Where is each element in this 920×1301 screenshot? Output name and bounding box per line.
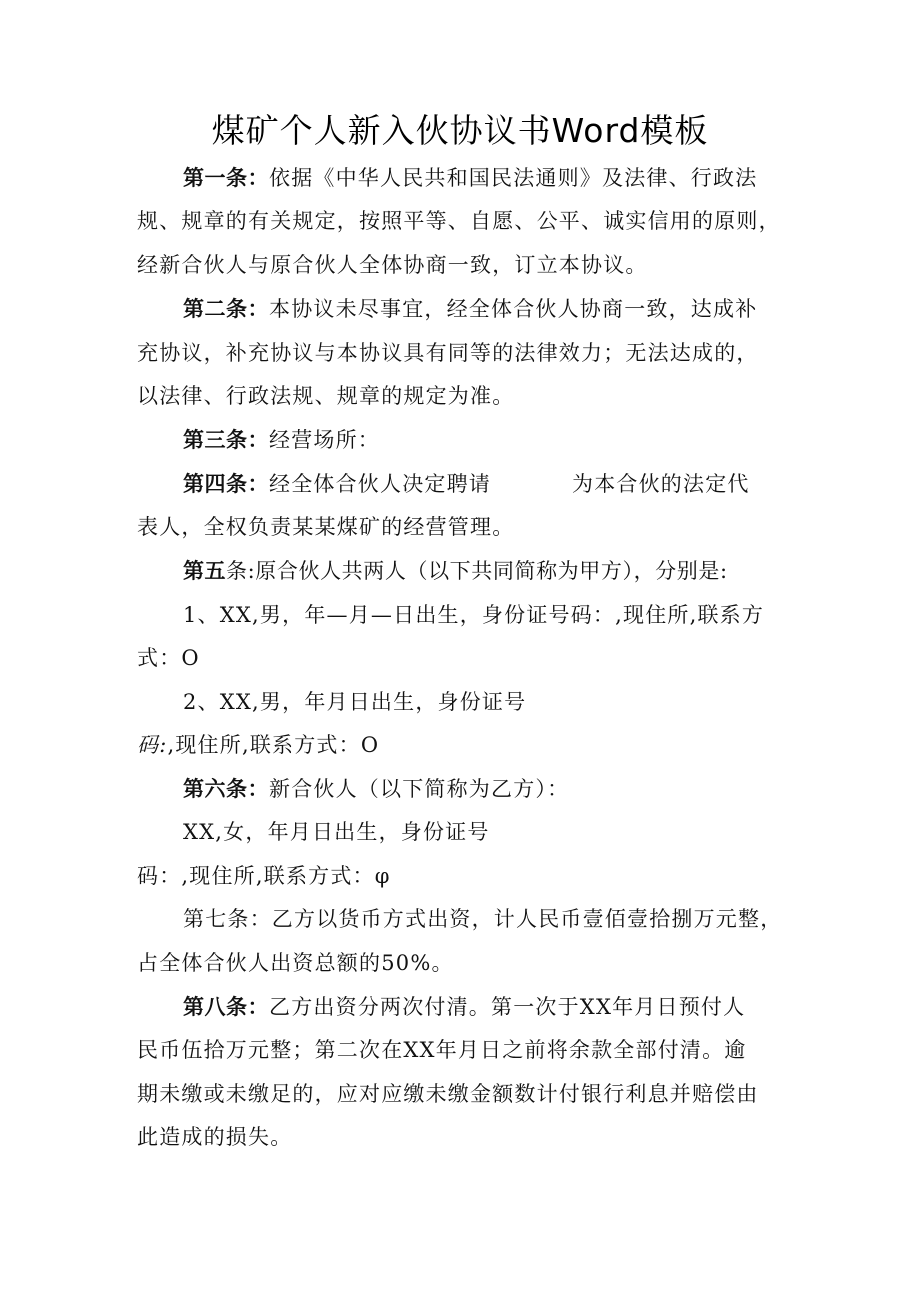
article-3-heading: 第三条： <box>183 428 269 452</box>
article-2-line-2: 充协议，补充协议与本协议具有同等的法律效力；无法达成的， <box>137 341 759 365</box>
article-4-line-2: 表人，全权负责某某煤矿的经营管理。 <box>137 515 515 539</box>
article-5-partner-1-line-2: 式：O <box>137 646 200 670</box>
document-title: 煤矿个人新入伙协议书Word模板 <box>211 111 709 150</box>
article-5-heading: 第五 <box>183 559 226 583</box>
article-5-partner-2-code-label: 码: <box>137 733 168 757</box>
article-8-line-2: 民币伍拾万元整；第二次在XX年月日之前将余款全部付清。逾 <box>137 1038 747 1062</box>
article-8-line-4: 此造成的损失。 <box>137 1125 293 1149</box>
article-8-heading: 第八条： <box>183 995 269 1019</box>
article-1-text-1: 依据《中华人民共和国民法通则》及法律、行政法 <box>269 166 758 190</box>
article-6-text-1: 新合伙人（以下简称为乙方）： <box>269 777 570 801</box>
article-2-heading: 第二条： <box>183 297 269 321</box>
article-1-line-3: 经新合伙人与原合伙人全体协商一致，订立本协议。 <box>137 253 648 277</box>
article-8-line-3: 期未缴或未缴足的，应对应缴未缴金额数计付银行利息并赔偿由 <box>137 1082 759 1106</box>
article-5-partner-2-line-2 <box>137 730 379 760</box>
article-2-text-1: 本协议未尽事宜，经全体合伙人协商一致，达成补 <box>269 297 758 321</box>
article-5-partner-2-line-1: 2、XX,男，年月日出生，身份证号 <box>183 690 527 714</box>
article-7-line-2: 占全体合伙人出资总额的50%。 <box>137 951 454 975</box>
article-5-line-1 <box>183 556 728 586</box>
article-4-line-1 <box>183 469 491 499</box>
article-6-partner-line-2: 码：,现住所,联系方式：φ <box>137 864 391 888</box>
article-5-text-1: 条:原合伙人共两人（以下共同简称为甲方），分别是: <box>226 559 728 583</box>
article-2-line-1 <box>183 294 757 324</box>
article-3-text-1: 经营场所： <box>269 428 380 452</box>
article-7-line-1: 第七条：乙方以货币方式出资，计人民币壹佰壹拾捌万元整， <box>183 907 783 931</box>
article-2-line-3: 以法律、行政法规、规章的规定为准。 <box>137 384 515 408</box>
article-6-line-1 <box>183 774 569 804</box>
article-4-line-1b: 为本合伙的法定代 <box>572 472 750 496</box>
article-5-partner-1-line-1: 1、XX,男，年—月—日出生，身份证号码：,现住所,联系方 <box>183 603 765 627</box>
article-1-line-1 <box>183 163 757 193</box>
article-8-line-1 <box>183 992 745 1022</box>
article-5-partner-2-contact: ,现住所,联系方式：O <box>167 733 380 757</box>
article-6-heading: 第六条： <box>183 777 269 801</box>
article-1-heading: 第一条： <box>183 166 269 190</box>
article-4-text-1a: 经全体合伙人决定聘请 <box>269 472 491 496</box>
article-6-partner-line-1: XX,女，年月日出生，身份证号 <box>183 820 490 844</box>
article-1-line-2: 规、规章的有关规定，按照平等、自愿、公平、诚实信用的原则， <box>137 209 781 233</box>
article-3-line-1 <box>183 425 380 455</box>
article-4-heading: 第四条： <box>183 472 269 496</box>
article-8-text-1: 乙方出资分两次付清。第一次于XX年月日预付人 <box>269 995 746 1019</box>
